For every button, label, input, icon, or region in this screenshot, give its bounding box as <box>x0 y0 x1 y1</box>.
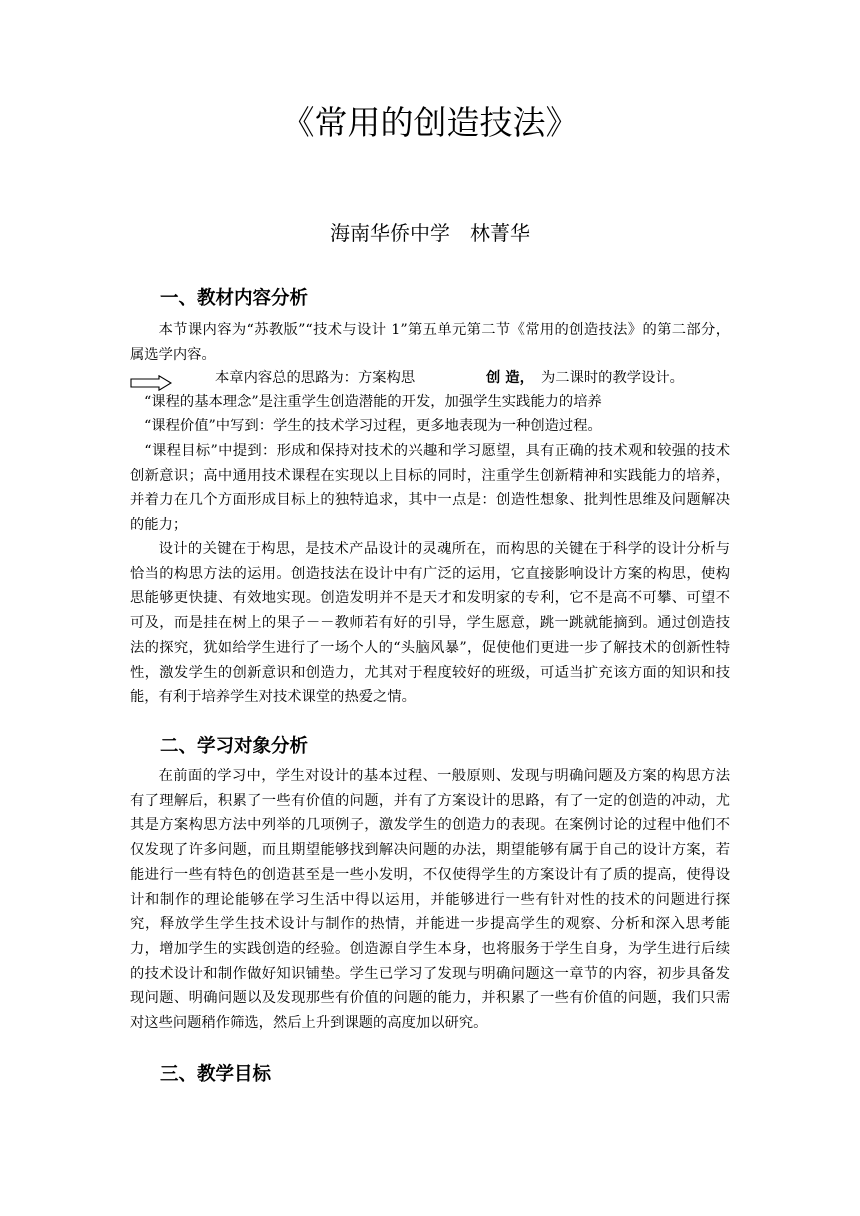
section1-paragraph-6: 设计的关键在于构思，是技术产品设计的灵魂所在，而构思的关键在于科学的设计分析与恰当的构思方法的运用。创造技法在设计中有广泛的运用，它直接影响设计方案的构思，使构思能够更快捷、有效地实现。创造发明并不是天才和发明家的专利，它不是高不可攀、可望不可及，而是挂在树上的果子－－教师若有好的引导，学生愿意，跳一跳就能摘到。通过创造技法的探究，犹如给学生进行了一场个人的“头脑风暴”，促使他们更进一步了解技术的创新性特性，激发学生的创新意识和创造力，尤其对于程度较好的班级，可适当扩充该方面的知识和技能，有利于培养学生对技术课堂的热爱之情。 <box>130 541 730 706</box>
section1-paragraph-1: 本节课内容为“苏教版”“技术与设计 1”第五单元第二节《常用的创造技法》的第二部分，属选学内容。 <box>130 322 730 363</box>
section1-line-4: “课程价值”中写到：学生的技术学习过程，更多地表现为一种创造过程。 <box>144 418 602 434</box>
section2-paragraph-1: 在前面的学习中，学生对设计的基本过程、一般原则、发现与明确问题及方案的构思方法有了理解后，积累了一些有价值的问题，并有了方案设计的思路，有了一定的创造的冲动，尤其是方案构思方法中列举的几项例子，激发学生的创造力的表现。在案例讨论的过程中他们不仅发现了许多问题，而且期望能够找到解决问题的办法，期望能够有属于自己的设计方案，若能进行一些有特色的创造甚至是一些小发明，不仅使得学生的方案设计有了质的提高，使得设计和制作的理论能够在学习生活中得以运用，并能够进行一些有针对性的技术的问题进行探究，释放学生学生技术设计与制作的热情，并能进一步提高学生的观察、分析和深入思考能力，增加学生的实践创造的经验。创造源自学生本身，也将服务于学生自身，为学生进行后续的技术设计和制作做好知识铺垫。学生已学习了发现与明确问题这一章节的内容，初步具备发现问题、明确问题以及发现那些有价值的问题的能力，并积累了一些有价值的问题，我们只需对这些问题稍作筛选，然后上升到课题的高度加以研究。 <box>130 768 730 1032</box>
document-title: 《常用的创造技法》 <box>281 103 579 142</box>
section1-heading: 一、教材内容分析 <box>160 288 309 309</box>
section1-line-3: “课程的基本理念”是注重学生创造潜能的开发，加强学生实践能力的培养 <box>144 394 602 410</box>
section1-paragraph-5: “课程目标”中提到：形成和保持对技术的兴趣和学习愿望，具有正确的技术观和较强的技术创新意识；高中通用技术课程在实现以上目标的同时，注重学生创新精神和实践能力的培养，并着力在几个方面形成目标上的独特追求，其中一点是：创造性想象、批判性思维及问题解决的能力； <box>130 443 730 534</box>
author-line: 海南华侨中学 林菁华 <box>330 221 530 245</box>
section2-heading: 二、学习对象分析 <box>160 736 309 757</box>
section3-heading: 三、教学目标 <box>160 1064 272 1085</box>
right-arrow-icon <box>130 375 172 391</box>
section1-line-2-create: 创 造， <box>486 370 534 386</box>
section1-line-2-start: 本章内容总的思路为：方案构思 <box>215 370 416 386</box>
section1-line-2-end: 为二课时的教学设计。 <box>541 370 684 386</box>
